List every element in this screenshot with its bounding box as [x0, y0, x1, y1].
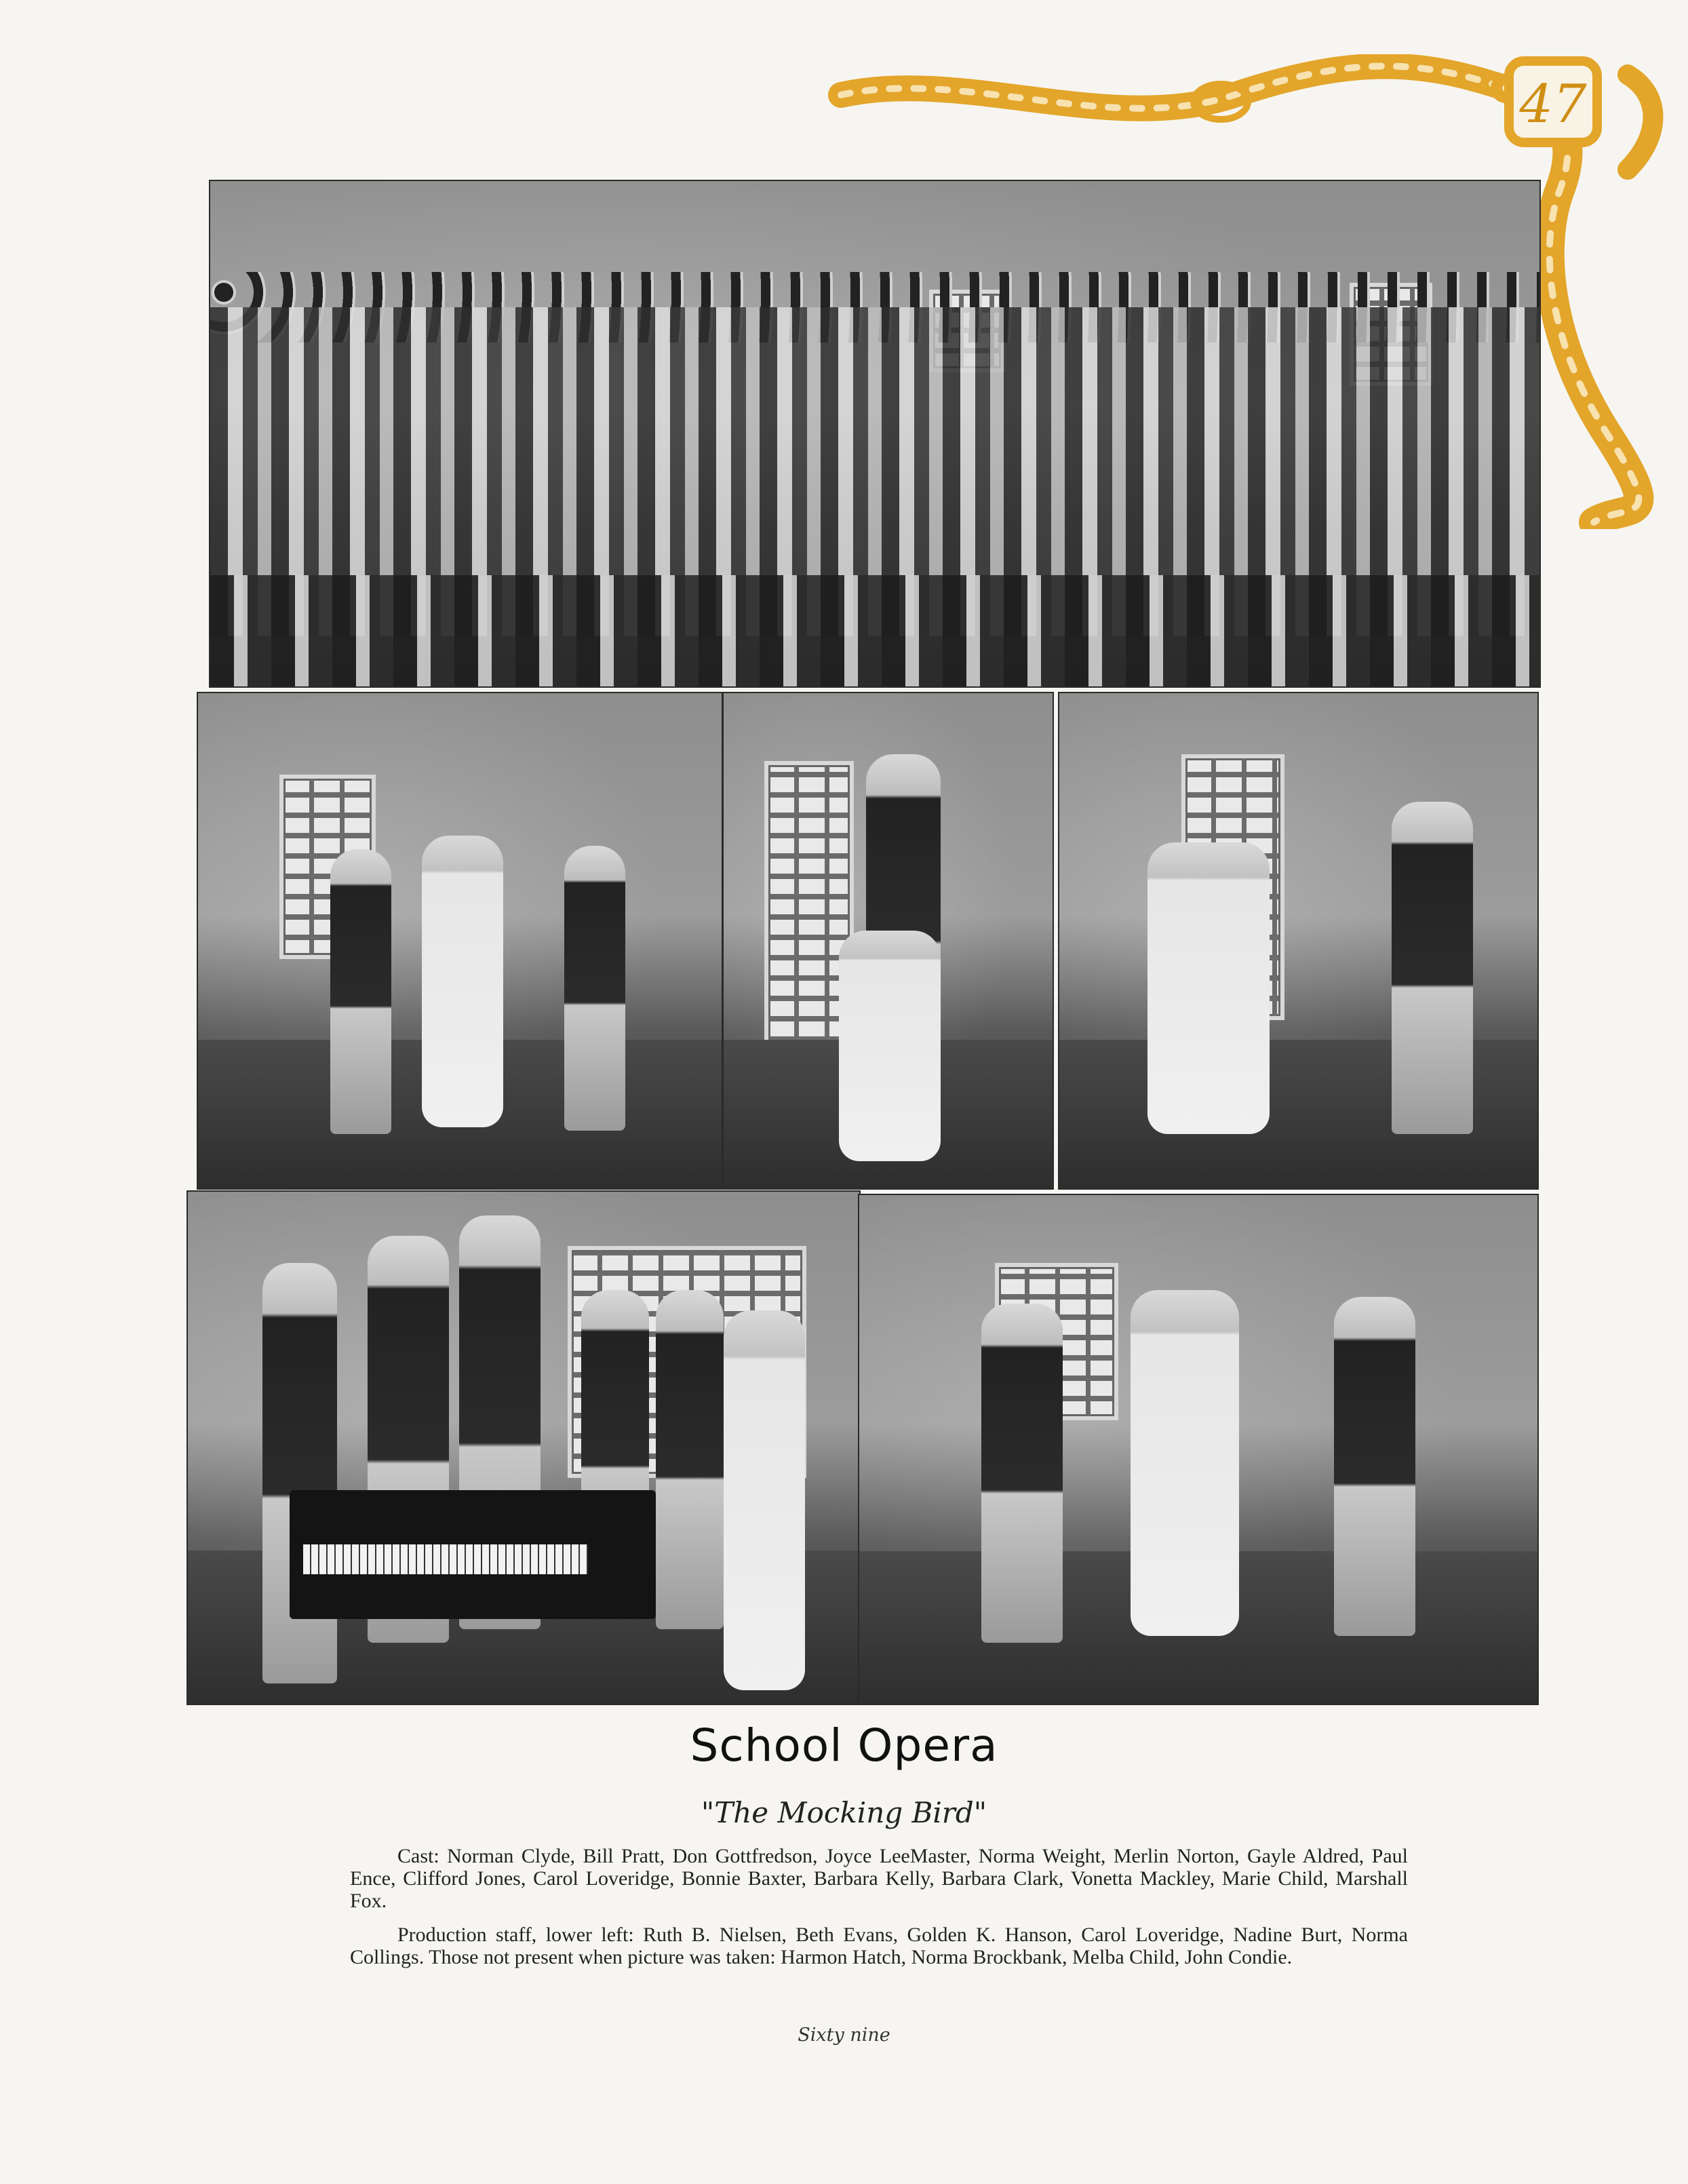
page-number: Sixty nine: [798, 2025, 890, 2046]
opera-subtitle: "The Mocking Bird": [701, 1796, 987, 1829]
emblem-number: 47: [1519, 74, 1587, 135]
photo-full-cast: [209, 180, 1541, 688]
photo-scene-embrace: [722, 692, 1054, 1190]
cast-text: Cast: Norman Clyde, Bill Pratt, Don Gottfredson, Joyce LeeMaster, Norma Weight, Merlin Norton, Gayle Aldred, Paul Ence, Clifford Jones, Carol Loveridge, Bonnie Baxter, Barbara Kelly, Barbara Clark, Vonetta Mackley, Marie Child, Marshall Fox.: [350, 1845, 1408, 1912]
photo-scene-trio: [197, 692, 723, 1190]
page-title: School Opera: [690, 1719, 998, 1772]
staff-text: Production staff, lower left: Ruth B. Nielsen, Beth Evans, Golden K. Hanson, Carol Loveridge, Nadine Burt, Norma Collings. Those not present when picture was taken: Harmon Hatch, Norma Brockbank, Melba Child, John Condie.: [350, 1924, 1408, 1968]
photo-production-staff: [187, 1190, 861, 1705]
staff-paragraph: [350, 1924, 1408, 1968]
photo-scene-minuet: [858, 1194, 1539, 1705]
cast-paragraph: [350, 1845, 1408, 1912]
photo-scene-duet: [1058, 692, 1539, 1190]
